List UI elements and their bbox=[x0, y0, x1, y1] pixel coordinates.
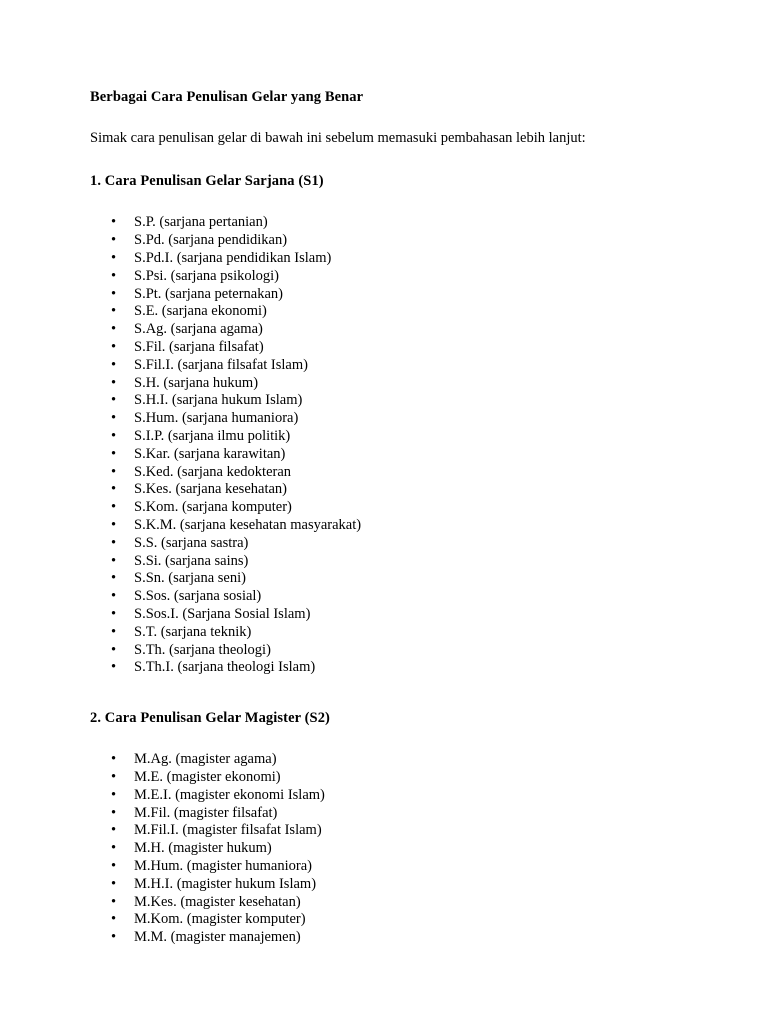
degree-list-s2 bbox=[90, 751, 670, 947]
list-item-label: M.E.I. (magister ekonomi Islam) bbox=[134, 786, 325, 803]
list-item bbox=[90, 303, 670, 321]
list-item bbox=[90, 268, 670, 286]
bullet-icon: • bbox=[111, 516, 117, 533]
bullet-icon: • bbox=[111, 570, 117, 587]
list-item bbox=[90, 822, 670, 840]
list-item bbox=[90, 659, 670, 677]
list-item bbox=[90, 751, 670, 769]
list-item-label: S.Pd. (sarjana pendidikan) bbox=[134, 232, 288, 249]
bullet-icon: • bbox=[111, 534, 117, 551]
list-item-label: S.Sos.I. (Sarjana Sosial Islam) bbox=[134, 605, 311, 622]
list-item-label: S.Fil. (sarjana filsafat) bbox=[134, 338, 264, 355]
bullet-icon: • bbox=[111, 911, 117, 928]
bullet-icon: • bbox=[111, 822, 117, 839]
list-item bbox=[90, 410, 670, 428]
list-item-label: S.H. (sarjana hukum) bbox=[134, 374, 259, 391]
bullet-icon: • bbox=[111, 445, 117, 462]
list-item-label: S.Kes. (sarjana kesehatan) bbox=[134, 481, 287, 498]
bullet-icon: • bbox=[111, 374, 117, 391]
list-item-label: M.E. (magister ekonomi) bbox=[134, 769, 281, 786]
bullet-icon: • bbox=[111, 249, 117, 266]
document-body bbox=[90, 88, 670, 979]
bullet-icon: • bbox=[111, 858, 117, 874]
list-item bbox=[90, 876, 670, 894]
list-item bbox=[90, 214, 670, 232]
list-item bbox=[90, 911, 670, 929]
list-item-label: S.K.M. (sarjana kesehatan masyarakat) bbox=[134, 516, 362, 533]
section-heading-s1: 1. Cara Penulisan Gelar Sarjana (S1) bbox=[90, 173, 324, 190]
list-item-label: M.Ag. (magister agama) bbox=[134, 751, 277, 768]
page-title: Berbagai Cara Penulisan Gelar yang Benar bbox=[90, 89, 364, 105]
list-item-label: S.I.P. (sarjana ilmu politik) bbox=[134, 427, 291, 444]
list-item bbox=[90, 357, 670, 375]
list-item-label: S.Pd.I. (sarjana pendidikan Islam) bbox=[134, 249, 332, 266]
list-item bbox=[90, 517, 670, 535]
bullet-icon: • bbox=[111, 410, 117, 427]
list-item-label: S.Fil.I. (sarjana filsafat Islam) bbox=[134, 356, 308, 373]
bullet-icon: • bbox=[111, 659, 117, 676]
bullet-icon: • bbox=[111, 804, 117, 821]
list-item bbox=[90, 624, 670, 642]
bullet-icon: • bbox=[111, 786, 117, 803]
list-item-label: M.H.I. (magister hukum Islam) bbox=[134, 875, 317, 892]
list-item bbox=[90, 642, 670, 660]
list-item bbox=[90, 446, 670, 464]
list-item bbox=[90, 250, 670, 268]
bullet-icon: • bbox=[111, 285, 117, 302]
list-item-label: S.Kar. (sarjana karawitan) bbox=[134, 445, 286, 462]
bullet-icon: • bbox=[111, 356, 117, 373]
bullet-icon: • bbox=[111, 232, 117, 249]
list-item-label: S.P. (sarjana pertanian) bbox=[134, 214, 268, 231]
bullet-icon: • bbox=[111, 605, 117, 622]
list-item bbox=[90, 286, 670, 304]
degree-list-s1 bbox=[90, 214, 670, 677]
list-item bbox=[90, 428, 670, 446]
list-item-label: S.Ag. (sarjana agama) bbox=[134, 321, 263, 338]
bullet-icon: • bbox=[111, 588, 117, 605]
list-item bbox=[90, 339, 670, 357]
list-item-label: S.Kom. (sarjana komputer) bbox=[134, 499, 292, 516]
list-item bbox=[90, 375, 670, 393]
bullet-icon: • bbox=[111, 893, 117, 910]
intro-paragraph: Simak cara penulisan gelar di bawah ini sebelum memasuki pembahasan lebih lanjut: bbox=[90, 130, 586, 147]
list-item bbox=[90, 805, 670, 823]
list-item bbox=[90, 769, 670, 787]
list-item-label: S.E. (sarjana ekonomi) bbox=[134, 303, 267, 320]
list-item-label: M.Hum. (magister humaniora) bbox=[134, 858, 312, 874]
list-item-label: S.Th. (sarjana theologi) bbox=[134, 641, 271, 658]
bullet-icon: • bbox=[111, 499, 117, 516]
list-item bbox=[90, 588, 670, 606]
list-item bbox=[90, 570, 670, 588]
bullet-icon: • bbox=[111, 840, 117, 857]
list-item bbox=[90, 392, 670, 410]
bullet-icon: • bbox=[111, 267, 117, 284]
list-item bbox=[90, 321, 670, 339]
bullet-icon: • bbox=[111, 929, 117, 946]
list-item-label: S.Th.I. (sarjana theologi Islam) bbox=[134, 659, 316, 676]
list-item-label: S.T. (sarjana teknik) bbox=[134, 623, 252, 640]
bullet-icon: • bbox=[111, 481, 117, 498]
list-item-label: M.M. (magister manajemen) bbox=[134, 929, 301, 946]
list-item bbox=[90, 232, 670, 250]
list-item bbox=[90, 894, 670, 912]
list-item bbox=[90, 606, 670, 624]
bullet-icon: • bbox=[111, 552, 117, 569]
list-item-label: S.Si. (sarjana sains) bbox=[134, 552, 249, 569]
bullet-icon: • bbox=[111, 427, 117, 444]
list-item-label: M.Fil. (magister filsafat) bbox=[134, 804, 278, 821]
bullet-icon: • bbox=[111, 392, 117, 409]
list-item-label: S.Ked. (sarjana kedokteran bbox=[134, 463, 292, 480]
bullet-icon: • bbox=[111, 623, 117, 640]
bullet-icon: • bbox=[111, 338, 117, 355]
list-item bbox=[90, 481, 670, 499]
list-item-label: S.Hum. (sarjana humaniora) bbox=[134, 410, 299, 427]
bullet-icon: • bbox=[111, 641, 117, 658]
list-item bbox=[90, 535, 670, 553]
list-item bbox=[90, 840, 670, 858]
bullet-icon: • bbox=[111, 769, 117, 786]
list-item-label: M.Kom. (magister komputer) bbox=[134, 911, 306, 928]
list-item-label: M.H. (magister hukum) bbox=[134, 840, 272, 857]
list-item bbox=[90, 553, 670, 571]
list-item-label: M.Fil.I. (magister filsafat Islam) bbox=[134, 822, 322, 839]
list-item-label: S.S. (sarjana sastra) bbox=[134, 534, 249, 551]
list-item bbox=[90, 787, 670, 805]
bullet-icon: • bbox=[111, 751, 117, 768]
list-item-label: S.Psi. (sarjana psikologi) bbox=[134, 267, 279, 284]
bullet-icon: • bbox=[111, 463, 117, 480]
bullet-icon: • bbox=[111, 214, 117, 231]
list-item bbox=[90, 499, 670, 517]
list-item-label: M.Kes. (magister kesehatan) bbox=[134, 893, 301, 910]
list-item-label: S.Pt. (sarjana peternakan) bbox=[134, 285, 283, 302]
list-item-label: S.Sos. (sarjana sosial) bbox=[134, 588, 262, 605]
section-heading-s2: 2. Cara Penulisan Gelar Magister (S2) bbox=[90, 710, 330, 727]
bullet-icon: • bbox=[111, 321, 117, 338]
list-item bbox=[90, 464, 670, 482]
list-item-label: S.Sn. (sarjana seni) bbox=[134, 570, 246, 587]
bullet-icon: • bbox=[111, 875, 117, 892]
list-item bbox=[90, 929, 670, 947]
bullet-icon: • bbox=[111, 303, 117, 320]
list-item bbox=[90, 858, 670, 876]
list-item-label: S.H.I. (sarjana hukum Islam) bbox=[134, 392, 303, 409]
